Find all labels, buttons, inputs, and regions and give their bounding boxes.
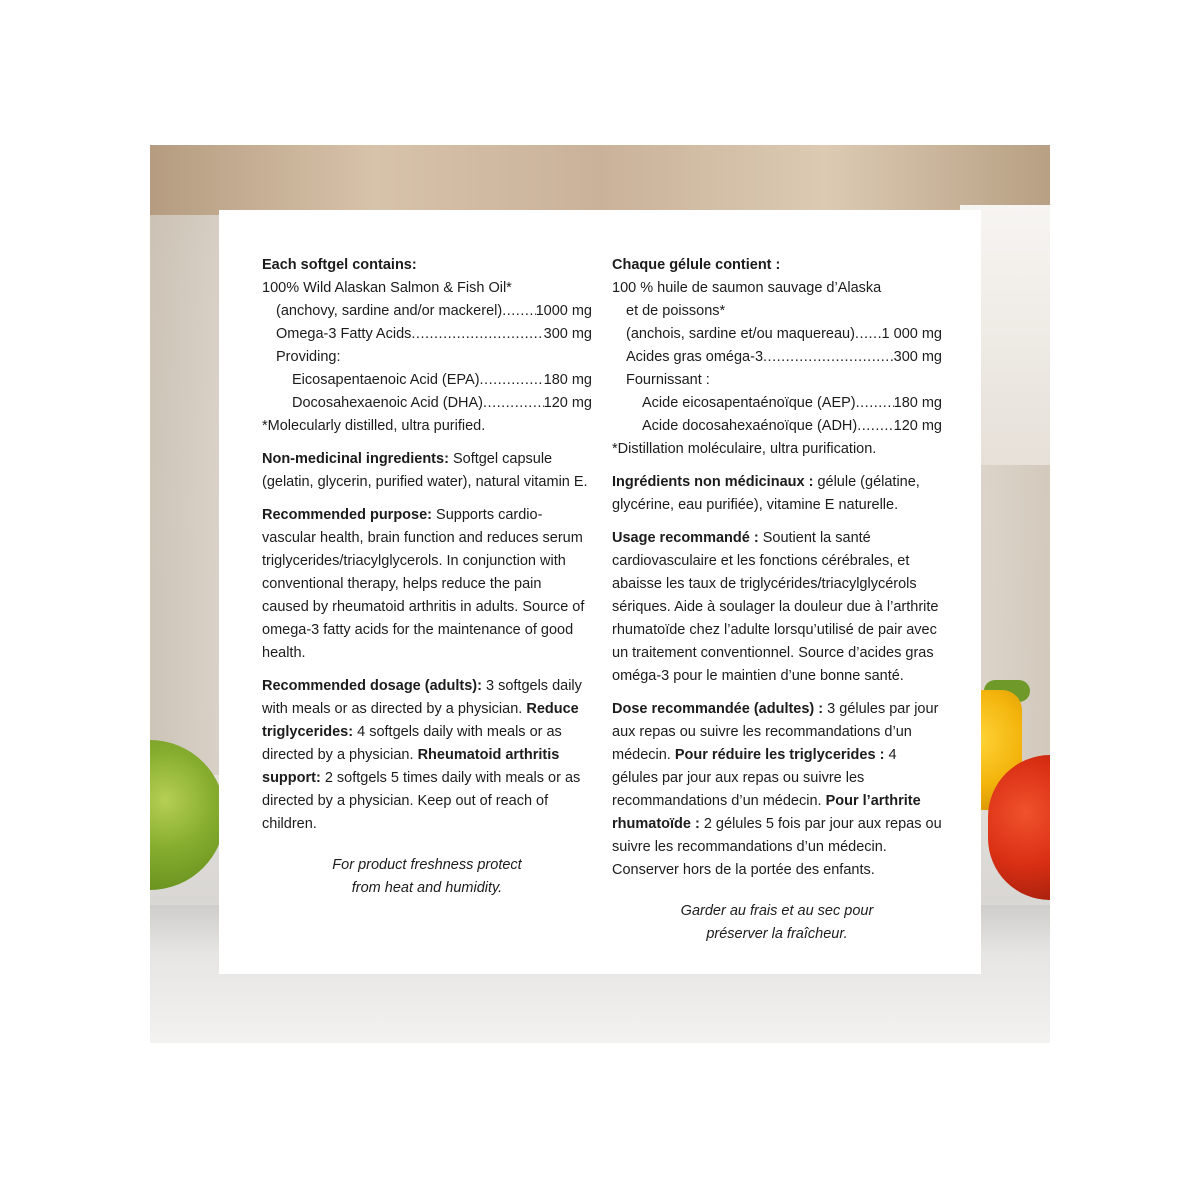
fr-oil-line: et de poissons* <box>626 303 726 319</box>
fr-purpose-section <box>612 527 942 688</box>
leader-dots <box>856 392 894 415</box>
fr-oil-line: 100 % huile de saumon sauvage d’Alaska <box>612 280 882 296</box>
en-ingredient-row <box>262 323 592 346</box>
en-ingredient-row <box>262 392 592 415</box>
fr-arthritis-text: 2 gélules 5 fois par jour aux repas ou suivre les recommandations d’un médecin. Conserver hors de la portée des enfants. <box>612 816 942 878</box>
fr-note-line: préserver la fraîcheur. <box>706 926 848 942</box>
en-purpose-section <box>262 504 592 665</box>
en-dosage-text: 3 softgels daily with meals or as directed by a physician. <box>262 678 582 717</box>
fr-dosage-section <box>612 698 942 882</box>
fr-contents-section <box>612 254 942 461</box>
fr-storage-note <box>612 900 942 946</box>
en-ingredient-row <box>262 300 592 323</box>
en-row-value: 120 mg <box>543 395 592 411</box>
en-row-name: Docosahexaenoic Acid (DHA) <box>292 395 484 411</box>
en-nonmed-text: Softgel capsule (gelatin, glycerin, purified water), natural vitamin E. <box>262 451 588 490</box>
leader-dots <box>480 369 544 392</box>
en-contains-heading: Each softgel contains: <box>262 257 417 273</box>
en-triglycerides-label: Reduce triglycerides: <box>262 701 579 740</box>
fr-nonmed-label: Ingrédients non médicinaux : <box>612 474 814 490</box>
fr-purpose-text: Soutient la santé cardiovasculaire et les fonctions cérébrales, et abaisse les taux de triglycérides/triacylglycérols sériques. Aide à soulager la douleur due à l’arthrite rhumatoïde chez l’adulte lorsqu’utilisé de pair avec un traitement conventionnel. Source d’acides gras oméga-3 pour le maintien d’une bonne santé. <box>612 530 939 684</box>
en-footnote: *Molecularly distilled, ultra purified. <box>262 418 486 434</box>
background-cabinet <box>150 145 1050 215</box>
leader-dots <box>763 346 894 369</box>
fr-row-name: Acide eicosapentaénoïque (AEP) <box>642 395 856 411</box>
en-row-value: 1000 mg <box>535 303 592 319</box>
fr-ingredient-row <box>612 346 942 369</box>
en-nonmedicinal-section <box>262 448 592 494</box>
english-column <box>262 254 592 900</box>
leader-dots <box>411 323 543 346</box>
en-note-line: from heat and humidity. <box>351 880 503 896</box>
en-row-name: Eicosapentaenoic Acid (EPA) <box>292 372 480 388</box>
en-arthritis-text: 2 softgels 5 times daily with meals or as directed by a physician. Keep out of reach of children. <box>262 770 581 832</box>
fr-row-name: Acide docosahexaénoïque (ADH) <box>642 418 858 434</box>
fr-nonmedicinal-section <box>612 471 942 517</box>
fr-purpose-label: Usage recommandé : <box>612 530 759 546</box>
fr-arthritis-label: Pour l’arthrite rhumatoïde : <box>612 793 921 832</box>
fr-nonmed-text: gélule (gélatine, glycérine, eau purifiée), vitamine E naturelle. <box>612 474 920 513</box>
french-column <box>612 254 942 946</box>
fr-row-value: 1 000 mg <box>881 326 942 342</box>
en-triglycerides-text: 4 softgels daily with meals or as directed by a physician. <box>262 724 562 763</box>
en-note-line: For product freshness protect <box>332 857 522 873</box>
en-arthritis-label: Rheumatoid arthritis support: <box>262 747 560 786</box>
fr-dosage-label: Dose recommandée (adultes) : <box>612 701 824 717</box>
en-providing-label: Providing: <box>276 349 341 365</box>
leader-dots <box>857 415 893 438</box>
en-dosage-section <box>262 675 592 836</box>
en-row-value: 180 mg <box>543 372 592 388</box>
en-purpose-text: Supports cardio-vascular health, brain function and reduces serum triglycerides/triacylglycerols. In conjunction with conventional therapy, helps reduce the pain caused by rheumatoid arthritis in adults. Source of omega-3 fatty acids for the maintenance of good health. <box>262 507 585 661</box>
en-ingredient-row <box>262 369 592 392</box>
en-oil-line: 100% Wild Alaskan Salmon & Fish Oil* <box>262 280 512 296</box>
fr-note-line: Garder au frais et au sec pour <box>680 903 874 919</box>
en-row-name: (anchovy, sardine and/or mackerel) <box>276 303 503 319</box>
en-contents-section <box>262 254 592 438</box>
fr-row-value: 300 mg <box>893 349 942 365</box>
fr-ingredient-row <box>612 415 942 438</box>
fr-contains-heading: Chaque gélule contient : <box>612 257 781 273</box>
en-row-name: Omega-3 Fatty Acids <box>276 326 412 342</box>
fr-triglycerides-text: 4 gélules par jour aux repas ou suivre les recommandations d’un médecin. <box>612 747 897 809</box>
fr-row-value: 180 mg <box>893 395 942 411</box>
fr-ingredient-row <box>612 323 942 346</box>
fr-row-value: 120 mg <box>893 418 942 434</box>
leader-dots <box>483 392 544 415</box>
fr-ingredient-row <box>612 392 942 415</box>
fr-row-name: Acides gras oméga-3 <box>626 349 764 365</box>
fr-providing-label: Fournissant : <box>626 372 710 388</box>
fr-triglycerides-label: Pour réduire les triglycerides : <box>674 747 885 763</box>
fr-row-name: (anchois, sardine et/ou maquereau) <box>626 326 855 342</box>
fr-footnote: *Distillation moléculaire, ultra purification. <box>612 441 877 457</box>
en-purpose-label: Recommended purpose: <box>262 507 432 523</box>
en-dosage-label: Recommended dosage (adults): <box>262 678 482 694</box>
en-storage-note <box>262 854 592 900</box>
en-nonmed-label: Non-medicinal ingredients: <box>262 451 449 467</box>
leader-dots <box>855 323 882 346</box>
label-panel <box>219 210 981 974</box>
fr-dosage-text: 3 gélules par jour aux repas ou suivre les recommandations d’un médecin. <box>612 701 939 763</box>
en-row-value: 300 mg <box>543 326 592 342</box>
leader-dots <box>502 300 535 323</box>
